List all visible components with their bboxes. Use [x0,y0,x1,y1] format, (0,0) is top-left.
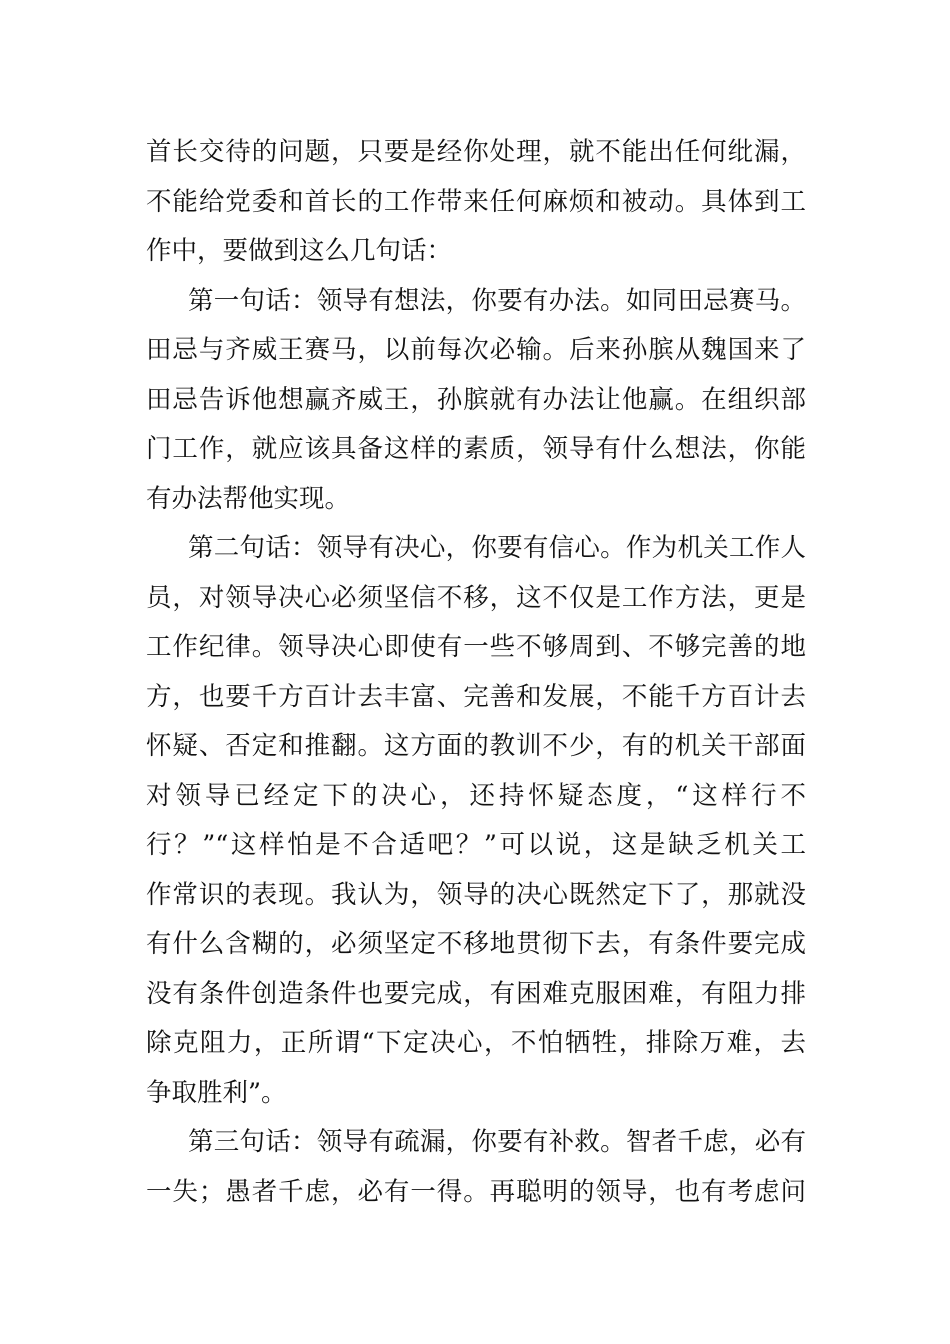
body-text [146,128,806,1217]
text-line: 一失；愚者千虑，必有一得。再聪明的领导，也有考虑问 [146,1176,806,1207]
text-line: 方，也要千方百计去丰富、完善和发展，不能千方百计去 [146,681,806,712]
text-line: 怀疑、否定和推翻。这方面的教训不少，有的机关干部面 [146,731,806,761]
text-line: 作常识的表现。我认为，领导的决心既然定下了，那就没 [146,879,806,910]
text-line: 行？”“这样怕是不合适吧？”可以说，这是缺乏机关工 [146,830,806,860]
text-line: 田忌与齐威王赛马，以前每次必输。后来孙膑从魏国来了 [146,335,806,365]
text-line: 工作纪律。领导决心即使有一些不够周到、不够完善的地 [146,632,806,662]
text-line: 田忌告诉他想赢齐威王，孙膑就有办法让他赢。在组织部 [146,384,806,415]
text-line: 第一句话：领导有想法，你要有办法。如同田忌赛马。 [188,285,806,316]
paragraph-first-saying [146,277,806,525]
text-line: 第三句话：领导有疏漏，你要有补救。智者千虑，必有 [188,1127,806,1157]
text-line: 除克阻力，正所谓“下定决心，不怕牺牲，排除万难，去 [146,1028,806,1058]
text-line: 不能给党委和首长的工作带来任何麻烦和被动。具体到工 [146,186,806,217]
text-line: 员，对领导决心必须坚信不移，这不仅是工作方法，更是 [146,582,806,613]
text-line: 有办法帮他实现。 [146,483,351,514]
text-line: 没有条件创造条件也要完成，有困难克服困难，有阻力排 [146,978,806,1009]
text-line: 有什么含糊的，必须坚定不移地贯彻下去，有条件要完成 [146,929,806,959]
text-line: 门工作，就应该具备这样的素质，领导有什么想法，你能 [146,434,806,464]
text-line: 对领导已经定下的决心，还持怀疑态度，“这样行不 [146,780,806,811]
text-line: 首长交待的问题，只要是经你处理，就不能出任何纰漏， [146,137,806,167]
paragraph-continuation [146,128,806,277]
text-line: 作中，要做到这么几句话： [146,236,453,266]
text-line: 第二句话：领导有决心，你要有信心。作为机关工作人 [188,533,806,563]
paragraph-second-saying [146,524,806,1118]
paragraph-third-saying [146,1118,806,1217]
text-line: 争取胜利”。 [146,1077,287,1108]
